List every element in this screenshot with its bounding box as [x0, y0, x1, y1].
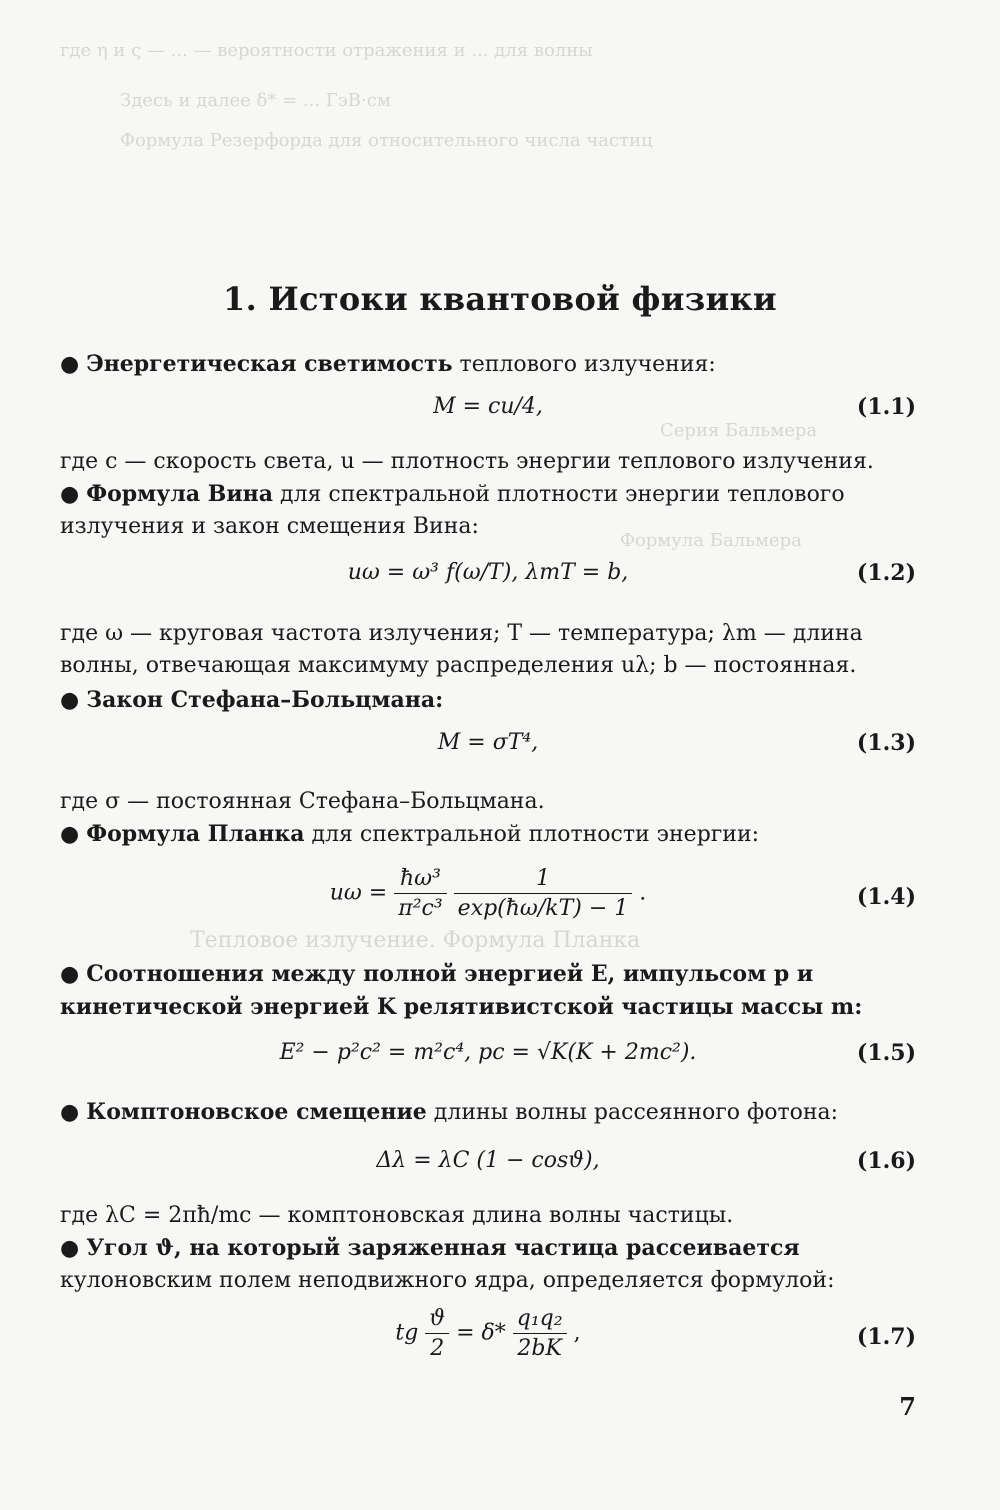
formula-mid: = δ*: [456, 1320, 506, 1346]
section-wien: ● Формула Вина для спектральной плотности энергии теплового излучения и закон смещения Вина:: [60, 481, 845, 539]
formula: Δλ = λC (1 − cosϑ),: [376, 1148, 600, 1173]
equation-1-3: [60, 730, 916, 770]
bleed-text: Здесь и далее δ* = ... ГэВ·см: [120, 90, 391, 111]
equation-number: (1.2): [856, 560, 916, 586]
equation-1-2: [60, 560, 916, 600]
note: где c — скорость света, u — плотность энергии теплового излучения.: [60, 449, 874, 474]
section-text: для спектральной плотности энергии:: [304, 822, 760, 847]
fraction-denominator: 2bK: [517, 1336, 562, 1361]
equation-1-1: [60, 394, 916, 434]
fraction-denominator: π²c³: [398, 896, 443, 921]
equation-1-7: [60, 1306, 916, 1370]
formula: M = cu/4,: [433, 394, 543, 419]
section-compton: ● Комптоновское смещение длины волны рассеянного фотона:: [60, 1099, 839, 1125]
fraction-numerator: 1: [454, 866, 633, 894]
term-relativistic: Соотношения между полной энергией E, импульсом p и кинетической энергией K релятивистской частицы массы m:: [60, 961, 863, 1020]
section-rutherford-angle: ● Угол ϑ, на который заряженная частица рассеивается кулоновским полем неподвижного ядра, определяется формулой:: [60, 1235, 835, 1293]
formula-lhs: tg: [395, 1320, 419, 1346]
fraction-denominator: exp(ħω/kT) − 1: [457, 896, 629, 921]
equation-number: (1.7): [856, 1324, 916, 1350]
term-stefan: Закон Стефана–Больцмана:: [86, 687, 444, 713]
section-text: теплового излучения:: [452, 352, 716, 377]
section-stefan: ● Закон Стефана–Больцмана:: [60, 687, 444, 713]
bleed-text: Тепловое излучение. Формула Планка: [190, 928, 641, 953]
fraction-numerator: ϑ: [425, 1306, 449, 1334]
fraction-numerator: q₁q₂: [513, 1306, 567, 1334]
term-luminosity: Энергетическая светимость: [86, 351, 453, 377]
section-relativistic: ● Соотношения между полной энергией E, импульсом p и кинетической энергией K релятивистской частицы массы m:: [60, 961, 863, 1020]
note: где σ — постоянная Стефана–Больцмана.: [60, 789, 545, 814]
section-text: кулоновским полем неподвижного ядра, определяется формулой:: [60, 1268, 835, 1293]
equation-1-6: [60, 1148, 916, 1188]
term-scattering-angle: Угол ϑ, на который заряженная частица рассеивается: [86, 1235, 800, 1261]
page-number: 7: [899, 1392, 916, 1421]
formula-tail: .: [639, 880, 647, 906]
equation-number: (1.4): [856, 884, 916, 910]
bleed-text: Формула Резерфорда для относительного числа частиц: [120, 130, 653, 151]
formula-lhs: uω =: [329, 880, 388, 906]
chapter-title: 1. Истоки квантовой физики: [223, 280, 777, 318]
fraction-denominator: 2: [430, 1336, 445, 1361]
equation-number: (1.1): [856, 394, 916, 420]
equation-number: (1.6): [856, 1148, 916, 1174]
section-text: для спектральной плотности энергии теплового излучения и закон смещения Вина:: [60, 482, 845, 539]
section-planck: ● Формула Планка для спектральной плотности энергии:: [60, 821, 760, 847]
formula-tail: ,: [573, 1320, 581, 1346]
formula: uω = ω³ f(ω/T), λmT = b,: [347, 560, 629, 585]
term-planck: Формула Планка: [86, 821, 305, 847]
section-text: длины волны рассеянного фотона:: [426, 1100, 839, 1125]
bleed-text: где η и ς — ... — вероятности отражения и ... для волны: [60, 40, 593, 61]
note: где λC = 2πħ/mc — комптоновская длина волны частицы.: [60, 1203, 734, 1228]
equation-number: (1.3): [856, 730, 916, 756]
note: где ω — круговая частота излучения; T — температура; λm — длина волны, отвечающая максимуму распределения uλ; b — постоянная.: [60, 621, 863, 678]
bleed-text: Формула Бальмера: [620, 530, 802, 551]
equation-number: (1.5): [856, 1040, 916, 1066]
term-wien: Формула Вина: [86, 481, 274, 507]
section-luminosity: ● Энергетическая светимость теплового излучения:: [60, 351, 716, 377]
formula: M = σT⁴,: [437, 730, 539, 755]
equation-1-4: [60, 866, 916, 930]
equation-1-5: [60, 1040, 916, 1080]
term-compton: Комптоновское смещение: [86, 1099, 427, 1125]
formula: E² − p²c² = m²c⁴, pc = √K(K + 2mc²).: [279, 1040, 697, 1065]
fraction-numerator: ħω³: [394, 866, 446, 894]
bleed-text: Серия Бальмера: [660, 420, 818, 441]
